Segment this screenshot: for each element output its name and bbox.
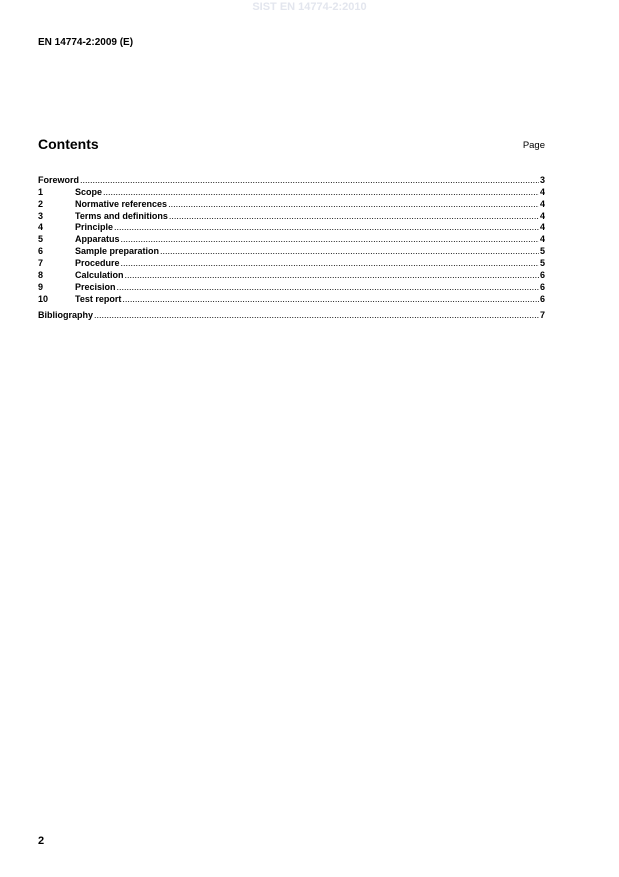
page-number: 2 bbox=[38, 835, 45, 847]
toc-entry-apparatus[interactable] bbox=[38, 233, 545, 245]
toc-entry-number: 10 bbox=[38, 293, 49, 304]
toc-entry-page: 5 bbox=[539, 258, 545, 269]
toc-dot-leader bbox=[114, 222, 539, 233]
watermark-text: SIST EN 14774-2:2010 bbox=[252, 1, 367, 13]
toc-entry-page: 4 bbox=[539, 186, 545, 197]
toc-entry-foreword[interactable] bbox=[38, 174, 545, 186]
toc-entry-procedure[interactable] bbox=[38, 257, 545, 269]
toc-entry-page: 4 bbox=[539, 234, 545, 245]
toc-entry-label: Calculation bbox=[75, 270, 124, 281]
toc-dot-leader bbox=[121, 234, 539, 245]
toc-entry-page: 6 bbox=[539, 270, 545, 281]
toc-entry-number: 9 bbox=[38, 281, 44, 292]
toc-dot-leader bbox=[168, 199, 539, 210]
toc-dot-leader bbox=[80, 175, 539, 186]
toc-entry-number: 1 bbox=[38, 186, 44, 197]
toc-entry-precision[interactable] bbox=[38, 281, 545, 293]
toc-entry-principle[interactable] bbox=[38, 222, 545, 234]
toc-entry-label: Scope bbox=[75, 186, 103, 197]
page-column-label: Page bbox=[522, 140, 545, 151]
toc-entry-calculation[interactable] bbox=[38, 269, 545, 281]
toc-entry-label: Principle bbox=[75, 222, 114, 233]
toc-entry-sample-preparation[interactable] bbox=[38, 245, 545, 257]
toc-dot-leader bbox=[103, 187, 539, 198]
toc-entry-label: Test report bbox=[75, 293, 122, 304]
toc-entry-page: 4 bbox=[539, 222, 545, 233]
toc-dot-leader bbox=[121, 258, 539, 269]
toc-entry-label: Bibliography bbox=[38, 309, 94, 320]
toc-dot-leader bbox=[117, 282, 539, 293]
toc-entry-bibliography[interactable] bbox=[38, 309, 545, 321]
toc-entry-page: 5 bbox=[539, 246, 545, 257]
toc-entry-label: Foreword bbox=[38, 174, 80, 185]
toc-entry-terms-and-definitions[interactable] bbox=[38, 210, 545, 222]
toc-dot-leader bbox=[122, 294, 539, 305]
toc-dot-leader bbox=[169, 211, 539, 222]
toc-entry-number: 8 bbox=[38, 270, 44, 281]
toc-entry-number: 3 bbox=[38, 210, 44, 221]
toc-entry-label: Terms and definitions bbox=[75, 210, 168, 221]
toc-entry-test-report[interactable] bbox=[38, 293, 545, 305]
table-of-contents bbox=[38, 174, 545, 321]
toc-entry-label: Procedure bbox=[75, 258, 120, 269]
toc-entry-number: 4 bbox=[38, 222, 44, 233]
document-identifier: EN 14774-2:2009 (E) bbox=[38, 37, 134, 48]
toc-entry-number: 6 bbox=[38, 246, 44, 257]
toc-entry-label: Sample preparation bbox=[75, 246, 160, 257]
toc-dot-leader bbox=[94, 310, 539, 321]
toc-entry-label: Precision bbox=[75, 281, 116, 292]
toc-dot-leader bbox=[125, 270, 539, 281]
toc-entry-page: 4 bbox=[539, 198, 545, 209]
toc-entry-page: 3 bbox=[539, 174, 545, 185]
toc-entry-scope[interactable] bbox=[38, 186, 545, 198]
toc-dot-leader bbox=[160, 246, 539, 257]
toc-entry-label: Apparatus bbox=[75, 234, 120, 245]
toc-entry-page: 7 bbox=[539, 309, 545, 320]
contents-heading: Contents bbox=[38, 136, 99, 152]
toc-entry-page: 4 bbox=[539, 210, 545, 221]
toc-entry-number: 5 bbox=[38, 234, 44, 245]
toc-entry-number: 7 bbox=[38, 258, 44, 269]
toc-entry-page: 6 bbox=[539, 293, 545, 304]
toc-entry-number: 2 bbox=[38, 198, 44, 209]
toc-entry-label: Normative references bbox=[75, 198, 168, 209]
toc-entry-normative-references[interactable] bbox=[38, 198, 545, 210]
toc-entry-page: 6 bbox=[539, 281, 545, 292]
